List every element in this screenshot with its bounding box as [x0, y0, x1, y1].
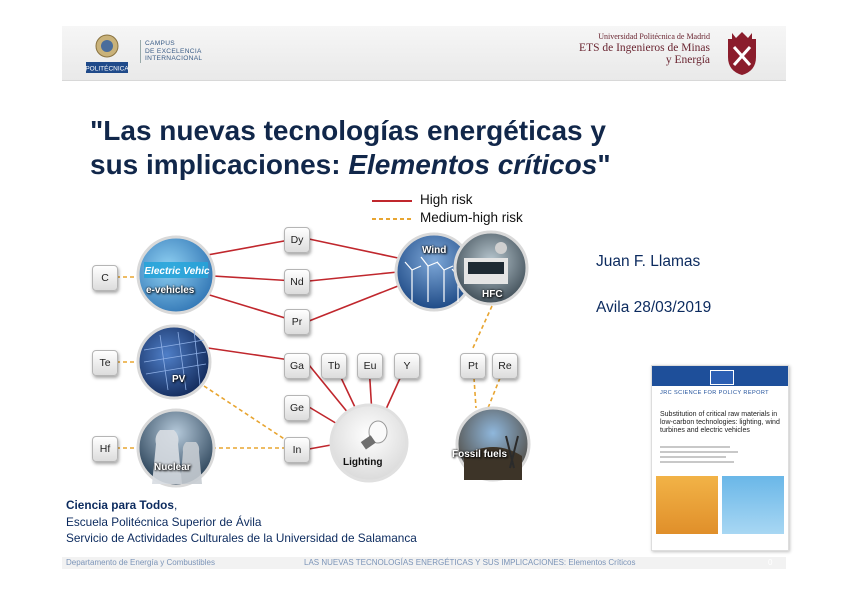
university-name: Universidad Politécnica de Madrid	[598, 32, 710, 41]
campus-line: INTERNACIONAL	[145, 55, 203, 63]
label-wind: Wind	[422, 245, 447, 256]
tech-nuclear	[138, 410, 214, 486]
school-subtitle: y Energía	[665, 54, 710, 66]
title-line-2-text: sus implicaciones:	[90, 149, 349, 180]
element-nd: Nd	[284, 269, 310, 295]
tech-pv	[138, 326, 210, 398]
element-eu: Eu	[357, 353, 383, 379]
element-ge: Ge	[284, 395, 310, 421]
element-c: C	[92, 265, 118, 291]
report-cover-image-right	[722, 476, 784, 534]
label-fossil-fuels: Fossil fuels	[452, 449, 508, 460]
element-hf: Hf	[92, 436, 118, 462]
program-name: Ciencia para Todos	[66, 498, 174, 512]
campus-text	[140, 40, 215, 63]
title-line-2	[90, 148, 770, 182]
upm-badge-text: POLITÉCNICA	[85, 65, 129, 73]
tech-lighting	[331, 405, 407, 481]
eu-flag-icon	[710, 370, 734, 385]
element-in: In	[284, 437, 310, 463]
legend-high-risk-label: High risk	[420, 192, 473, 207]
header-band	[62, 26, 786, 81]
element-ga: Ga	[284, 353, 310, 379]
mining-school-crest-icon	[720, 29, 764, 77]
label-nuclear: Nuclear	[154, 462, 191, 473]
element-dy: Dy	[284, 227, 310, 253]
label-pv: PV	[172, 374, 186, 385]
diagram-canvas	[62, 190, 562, 490]
title-line-1: "Las nuevas tecnologías energéticas y	[90, 115, 606, 146]
upm-crest-icon	[84, 32, 130, 76]
element-y: Y	[394, 353, 420, 379]
legend-medium-risk-label: Medium-high risk	[420, 210, 523, 225]
evehicles-image-text: Electric Vehic	[144, 266, 210, 277]
credits-block	[66, 497, 417, 547]
footer-department: Departamento de Energía y Combustibles	[66, 558, 215, 567]
report-text-line	[660, 446, 730, 448]
report-title: Substitution of critical raw materials in low-carbon technologies: lighting, wind turbines and electric vehicles	[660, 411, 780, 435]
report-text-line	[660, 451, 738, 453]
critical-elements-diagram	[62, 190, 562, 490]
report-text-line	[660, 461, 734, 463]
credits-program-line	[66, 497, 417, 514]
tech-fossil	[457, 408, 529, 480]
title-emphasis: Elementos críticos	[348, 149, 598, 180]
title-closing-quote: "	[597, 149, 611, 180]
campus-line: DE EXCELENCIA	[145, 47, 202, 55]
credits-service: Servicio de Actividades Culturales de la Universidad de Salamanca	[66, 531, 417, 545]
label-lighting: Lighting	[343, 457, 383, 468]
label-evehicles: e-vehicles	[146, 285, 195, 296]
report-series: JRC SCIENCE FOR POLICY REPORT	[660, 390, 769, 396]
presentation-date: Avila 28/03/2019	[596, 299, 712, 316]
school-name: ETS de Ingenieros de Minas	[579, 42, 710, 54]
element-te: Te	[92, 350, 118, 376]
element-pt: Pt	[460, 353, 486, 379]
label-hfc: HFC	[482, 289, 503, 300]
element-pr: Pr	[284, 309, 310, 335]
author-name: Juan F. Llamas	[596, 253, 701, 270]
tech-evehicles	[138, 237, 214, 313]
credits-school: Escuela Politécnica Superior de Ávila	[66, 514, 262, 529]
campus-line: CAMPUS	[145, 40, 176, 47]
report-cover-image-left	[656, 476, 718, 534]
school-name-block	[579, 32, 710, 66]
footer-title: LAS NUEVAS TECNOLOGÍAS ENERGÉTICAS Y SUS IMPLICACIONES: Elementos Críticos	[304, 558, 636, 567]
element-tb: Tb	[321, 353, 347, 379]
program-comma: ,	[173, 498, 178, 512]
jrc-report-thumbnail	[651, 365, 789, 551]
footer-bar	[62, 557, 786, 569]
report-text-line	[660, 456, 726, 458]
footer-page-number: 0	[768, 558, 773, 567]
slide-title	[90, 114, 770, 182]
element-re: Re	[492, 353, 518, 379]
